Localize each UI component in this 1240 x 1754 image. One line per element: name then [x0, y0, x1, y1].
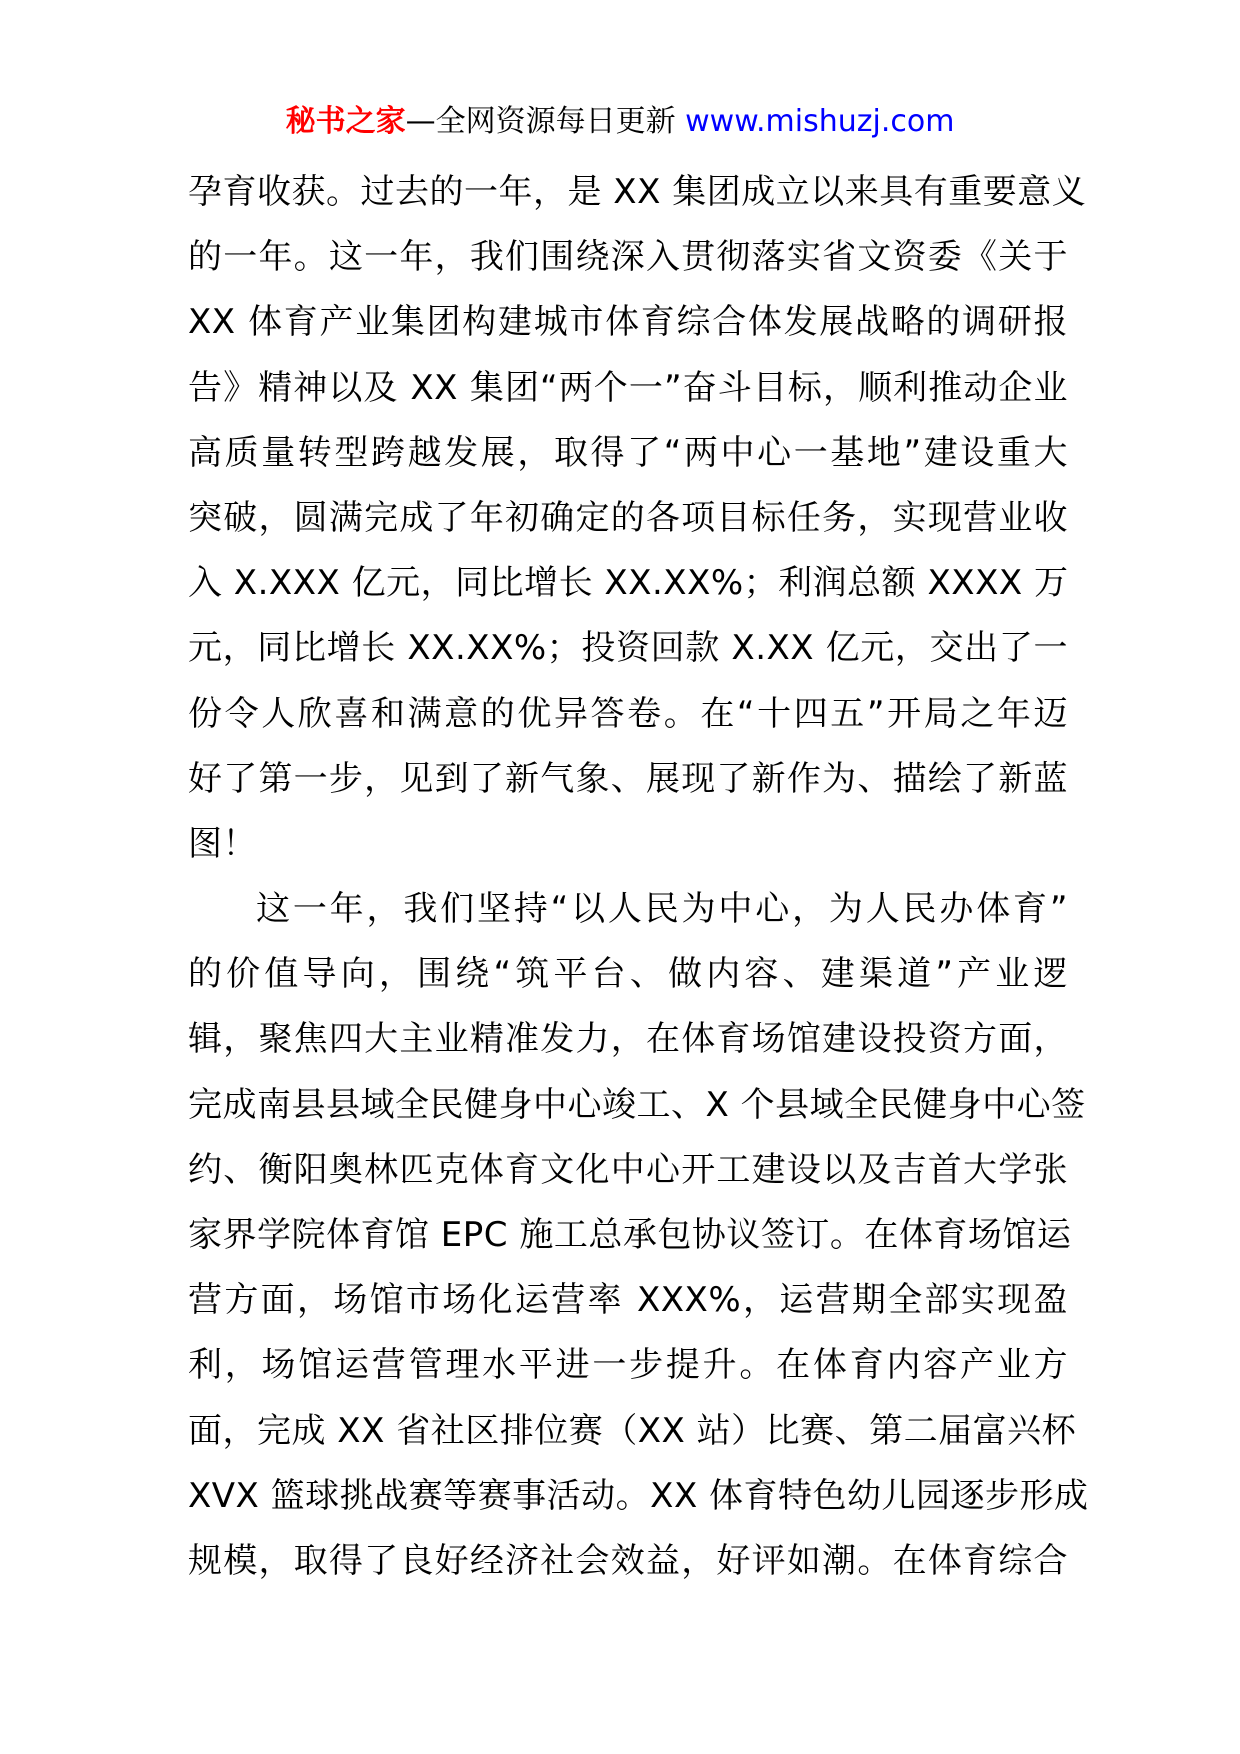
- text-line: 完成南县县域全民健身中心竣工、X 个县域全民健身中心签: [188, 1084, 1086, 1125]
- text-line: 高质量转型跨越发展，取得了“两中心一基地”建设重大: [188, 432, 1068, 473]
- text-line: XX 体育产业集团构建城市体育综合体发展战略的调研报: [188, 302, 1068, 343]
- text-line: 规模，取得了良好经济社会效益，好评如潮。在体育综合: [188, 1540, 1068, 1581]
- text-line: 好了第一步，见到了新气象、展现了新作为、描绘了新蓝: [188, 758, 1068, 799]
- text-line: 辑，聚焦四大主业精准发力，在体育场馆建设投资方面，: [188, 1019, 1068, 1060]
- website-link[interactable]: www.mishuzj.com: [685, 104, 955, 139]
- header-tagline: —全网资源每日更新: [405, 104, 686, 139]
- document-body: [188, 160, 1089, 1594]
- text-line: 的价值导向，围绕“筑平台、做内容、建渠道”产业逻: [188, 954, 1068, 995]
- text-line: 这一年，我们坚持“以人民为中心，为人民办体育”: [256, 889, 1068, 930]
- text-line: 突破，圆满完成了年初确定的各项目标任务，实现营业收: [188, 497, 1068, 538]
- text-line: XVX 篮球挑战赛等赛事活动。XX 体育特色幼儿园逐步形成: [188, 1475, 1089, 1516]
- text-line: 的一年。这一年，我们围绕深入贯彻落实省文资委《关于: [188, 237, 1068, 278]
- text-line: 约、衡阳奥林匹克体育文化中心开工建设以及吉首大学张: [188, 1149, 1068, 1190]
- paragraph-2: [188, 877, 1089, 1594]
- text-line: 面，完成 XX 省社区排位赛（XX 站）比赛、第二届富兴杯: [188, 1410, 1077, 1451]
- page-header: [0, 100, 1240, 144]
- text-line: 入 X.XXX 亿元，同比增长 XX.XX%；利润总额 XXXX 万: [188, 563, 1069, 604]
- brand-name: 秘书之家: [285, 104, 406, 139]
- text-line: 元，同比增长 XX.XX%；投资回款 X.XX 亿元，交出了一: [188, 628, 1068, 669]
- text-line: 孕育收获。过去的一年，是 XX 集团成立以来具有重要意义: [188, 172, 1087, 212]
- text-line: 利，场馆运营管理水平进一步提升。在体育内容产业方: [188, 1345, 1068, 1386]
- paragraph-1: [188, 160, 1087, 877]
- text-line: 家界学院体育馆 EPC 施工总承包协议签订。在体育场馆运: [188, 1215, 1072, 1255]
- text-line: 份令人欣喜和满意的优异答卷。在“十四五”开局之年迈: [188, 693, 1068, 734]
- text-line: 告》精神以及 XX 集团“两个一”奋斗目标，顺利推动企业: [188, 367, 1068, 408]
- text-line: 图！: [188, 823, 257, 864]
- text-line: 营方面，场馆市场化运营率 XXX%，运营期全部实现盈: [188, 1280, 1068, 1321]
